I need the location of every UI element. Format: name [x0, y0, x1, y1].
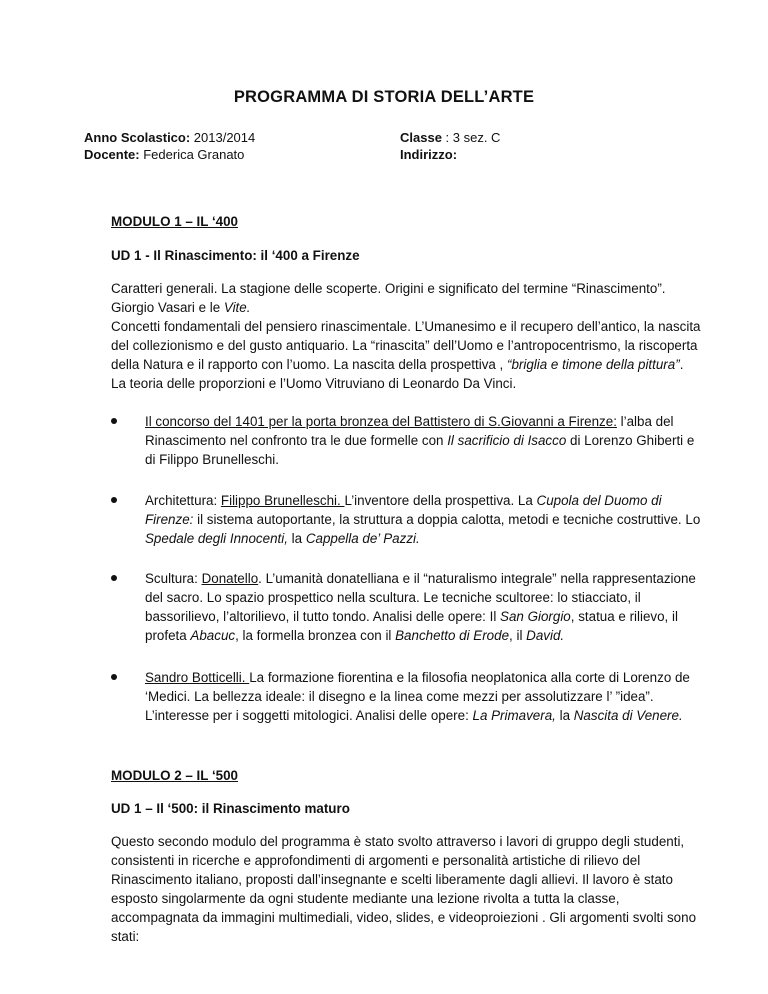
modulo1-heading: MODULO 1 – IL ‘400	[111, 214, 239, 229]
bullet3-underline: Donatello	[201, 571, 259, 586]
bullet4-underline: Sandro Botticelli.	[145, 670, 250, 685]
bullet-icon	[111, 674, 117, 680]
bullet3-italic-3: Banchetto di Erode	[395, 628, 510, 643]
bullet3-italic-2: Abacuc	[190, 628, 236, 643]
bullet3-italic-4: David.	[526, 628, 565, 643]
bullet1-underline: Il concorso del 1401 per la porta bronzea del Battistero di S.Giovanni a Firenze:	[145, 414, 617, 429]
modulo2-ud-heading: UD 1 – Il ‘500: il Rinascimento maturo	[111, 801, 350, 816]
bullet-icon	[111, 497, 117, 503]
anno-label: Anno Scolastico:	[84, 130, 191, 145]
intro-paragraph-2	[111, 317, 701, 393]
intro-text-a: Caratteri generali. La stagione delle scoperte. Origini e significato del termine “Rinascimento”. Giorgio Vasari e le	[111, 281, 666, 315]
bullet-text	[145, 668, 705, 725]
bullet1-end: di Lorenzo Ghiberti e di Filippo Brunelleschi.	[145, 433, 695, 467]
bullet3-italic-1: San Giorgio	[500, 609, 571, 624]
bullet3-text-3: , la formella bronzea con il	[235, 628, 396, 643]
indirizzo	[400, 145, 457, 164]
bullet1-italic: Il sacrificio di Isacco	[447, 433, 567, 448]
modulo1-intro	[111, 279, 701, 393]
bullet2-text-2: il sistema autoportante, la struttura a doppia calotta, metodi e tecniche costruttive. Lo	[193, 512, 701, 527]
bullet1-text: l’alba del Rinascimento nel confronto tra le due formelle con	[145, 414, 674, 448]
modulo1-ud-heading: UD 1 - Il Rinascimento: il ‘400 a Firenze	[111, 248, 360, 263]
bullet2-italic-1: Cupola del Duomo di Firenze:	[145, 493, 662, 527]
intro-text-b: Concetti fondamentali del pensiero rinascimentale. L’Umanesimo e il recupero dell’antico, la nascita del collezionismo e del gusto antiquario. La “rinascita” dell’Uomo e l’antropocentrismo, la riscoperta della Natura e il rapporto con l’uomo. La nascita della prospettiva ,	[111, 319, 701, 372]
docente	[84, 145, 244, 164]
bullet-icon	[111, 575, 117, 581]
modulo2-paragraph: Questo secondo modulo del programma è stato svolto attraverso i lavori di gruppo degli studenti, consistenti in ricerche e approfondimenti di argomenti e personalità artistiche di rilievo del Rinascimento italiano, proposti dall’insegnante e scelti liberamente dagli allievi. Il lavoro è stato esposto singolarmente da ogni studente mediante una lezione rivolta a tutta la classe, accompagnata da immagini multimediali, video, slides, e videoproiezioni . Gli argomenti svolti sono stati:	[111, 834, 697, 944]
docente-value: Federica Granato	[139, 147, 245, 162]
bullet2-pre: Architettura:	[145, 493, 221, 508]
classe-label: Classe	[400, 130, 442, 145]
bullet3-text-2: , statua e rilievo, il profeta	[145, 609, 678, 643]
intro-paragraph-1	[111, 279, 701, 317]
indirizzo-label: Indirizzo:	[400, 147, 458, 162]
bullet-text	[145, 569, 705, 645]
bullet-icon	[111, 418, 117, 424]
bullet-text	[145, 491, 705, 548]
bullet3-text: . L’umanità donatelliana e il “naturalismo integrale” nella rappresentazione del sacro. Lo spazio prospettico nella scultura. Le tecniche scultoree: lo stiacciato, il bassorilievo, l’altorilievo, il tutto tondo. Analisi delle opere: Il	[145, 571, 696, 624]
intro-text-b-end: . La teoria delle proporzioni e l’Uomo Vitruviano di Leonardo Da Vinci.	[111, 357, 684, 391]
bullet3-pre: Scultura:	[145, 571, 202, 586]
bullet2-italic-2: Spedale degli Innocenti,	[145, 531, 288, 546]
bullet4-text-2: la	[555, 708, 574, 723]
modulo2-heading: MODULO 2 – IL ‘500	[111, 768, 239, 783]
modulo2-text	[111, 832, 701, 946]
classe-value: : 3 sez. C	[441, 130, 501, 145]
intro-text-b-italic: “briglia e timone della pittura”	[507, 357, 680, 372]
bullet4-italic-2: Nascita di Venere.	[573, 708, 683, 723]
intro-text-a-italic: Vite.	[223, 300, 251, 315]
docente-label: Docente:	[84, 147, 140, 162]
bullet4-italic-1: La Primavera,	[472, 708, 556, 723]
bullet2-underline: Filippo Brunelleschi.	[220, 493, 345, 508]
bullet2-text-3: la	[287, 531, 306, 546]
anno-value: 2013/2014	[190, 130, 256, 145]
page-title: PROGRAMMA DI STORIA DELL’ARTE	[233, 88, 535, 106]
bullet3-text-4: , il	[509, 628, 527, 643]
bullet-text	[145, 412, 705, 469]
bullet4-text: La formazione fiorentina e la filosofia neoplatonica alla corte di Lorenzo de ‘Medici. La bellezza ideale: il disegno e la linea come mezzi per assolutizzare l’ ”idea”. L’interesse per i soggetti mitologici. Analisi delle opere:	[145, 670, 690, 723]
bullet2-italic-3: Cappella de’ Pazzi.	[305, 531, 420, 546]
bullet2-text: L’inventore della prospettiva. La	[344, 493, 537, 508]
